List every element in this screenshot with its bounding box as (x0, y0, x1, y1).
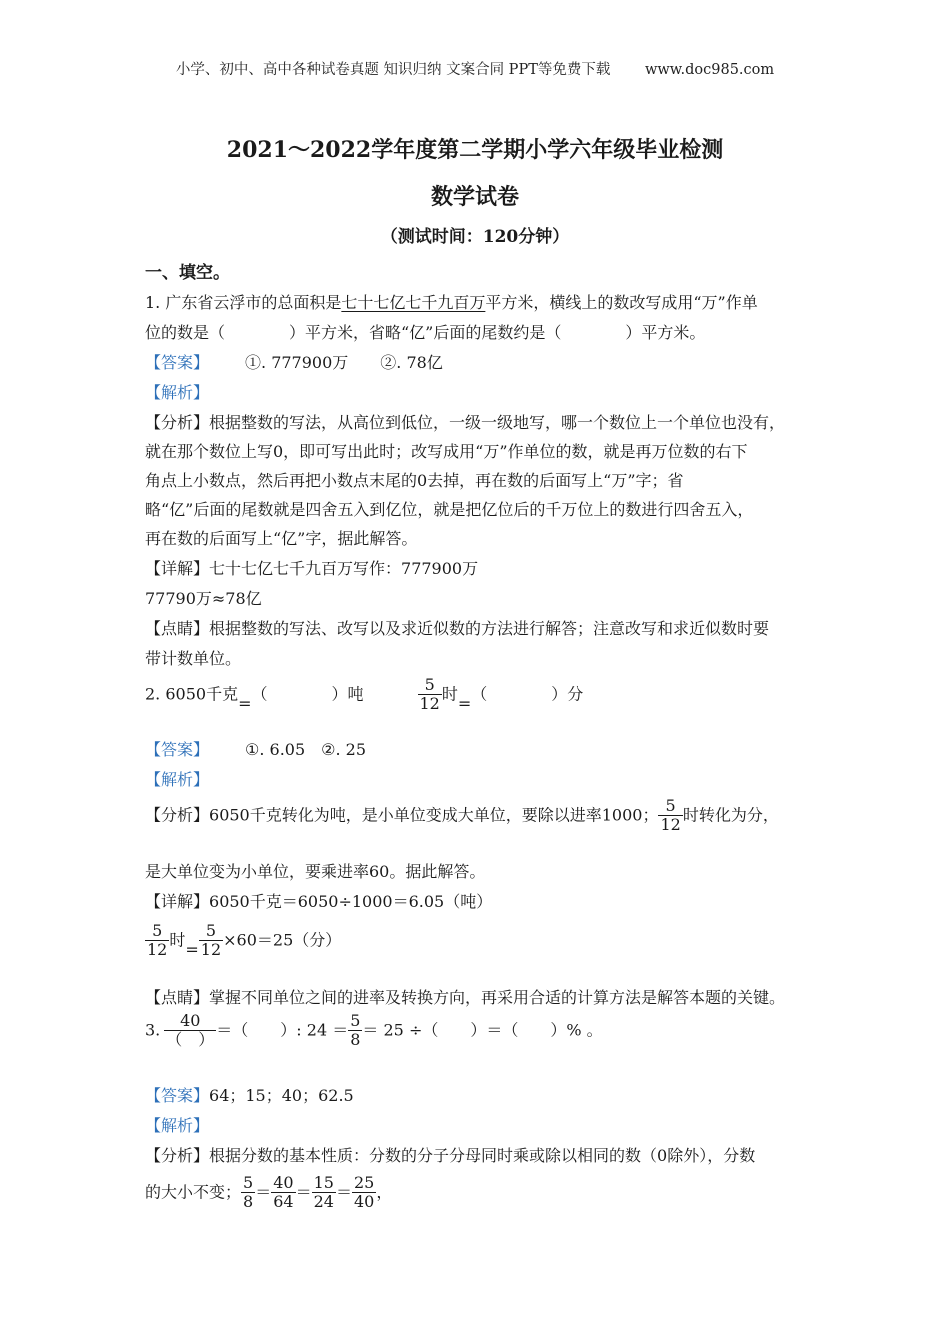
answer-tag: 【答案】 (145, 353, 210, 372)
q3-answer (145, 1083, 354, 1106)
q1-answer (145, 350, 443, 373)
q1-detail-text: 七十七亿七千九百万写作：777900万 (209, 559, 479, 578)
dianjing-tag: 【点睛】 (145, 619, 210, 638)
q3-fraction-40: $\frac{40}{( )}$ (166, 1011, 215, 1050)
q1-dianjing-text: 根据整数的写法、改写以及求近似数的方法进行解答；注意改写和求近似数时要 (209, 619, 770, 638)
q1-fenxi-2: 就在那个数位上写0，即可写出此时；改写成用“万”作单位的数，就是再万位数的右下 (145, 442, 748, 461)
detail-tag: 【详解】 (145, 892, 210, 911)
q2-dianjing-text: 掌握不同单位之间的进率及转换方向，再采用合适的计算方法是解答本题的关键。 (209, 988, 786, 1007)
exam-title: 2021～2022学年度第二学期小学六年级毕业检测 (226, 137, 724, 163)
q2-eq-2: = (457, 694, 472, 714)
q1-dianjing-1 (145, 616, 769, 639)
q1-fenxi-5: 再在数的后面写上“亿”字，据此解答。 (145, 529, 418, 548)
q1-detail-2: 77790万≈78亿 (145, 589, 262, 608)
exam-subject: 数学试卷 (430, 184, 519, 210)
q1-fenxi-text: 根据整数的写法，从高位到低位，一级一级地写，哪一个数位上一个单位也没有， (209, 413, 786, 432)
q1-underlined: 七十七亿七千九百万 (341, 293, 486, 312)
q2-line (145, 676, 583, 714)
exam-duration: （测试时间：120分钟） (380, 227, 570, 247)
q2-detail-text-a: 时 (169, 930, 186, 950)
answer-tag: 【答案】 (145, 740, 210, 759)
analysis-tag: 【解析】 (145, 383, 210, 402)
q2-fraction: $\frac{5}{12}$ (419, 675, 440, 714)
q2-eq-1: = (238, 694, 252, 714)
q2-detail-1 (145, 889, 492, 912)
q3-fenxi-1 (145, 1143, 755, 1166)
fenxi-tag: 【分析】 (145, 805, 210, 825)
q3-eq-b: ＝ (295, 1182, 312, 1202)
q3-fraction-5-8: $\frac{5}{8}$ (350, 1011, 361, 1050)
dianjing-tag: 【点睛】 (145, 988, 210, 1007)
q2-detail-text-b: ×60＝25（分） (223, 930, 342, 950)
q2-answer-value: ①. 6.05 ②. 25 (245, 740, 367, 759)
q2-fenxi-1 (145, 797, 779, 835)
detail-tag: 【详解】 (145, 559, 210, 578)
q2-detail-fraction-2: $\frac{5}{12}$ (200, 921, 222, 960)
q1-text-b: 平方米，横线上的数改写成用“万”作单 (485, 293, 758, 312)
q3-comma: ， (376, 1182, 393, 1202)
q1-fenxi-4: 略“亿”后面的尾数就是四舍五入到亿位，就是把亿位后的千万位上的数进行四舍五入， (145, 500, 754, 519)
q2-fenxi-2: 是大单位变为小单位，要乘进率60。据此解答。 (145, 862, 486, 881)
q3-frac-40-64: $\frac{40}{64}$ (273, 1173, 294, 1212)
fenxi-tag: 【分析】 (145, 1146, 210, 1165)
q3-eq-c: ＝ (335, 1182, 352, 1202)
q1-text-a: 1. 广东省云浮市的总面积是 (145, 293, 342, 312)
answer-tag: 【答案】 (145, 1086, 210, 1105)
header-text: 小学、初中、高中各种试卷真题 知识归纳 文案合同 PPT等免费下载 (175, 62, 611, 78)
q3-eq-text-1: ＝（ ）: 24 ＝ (216, 1020, 349, 1040)
q2-detail-fraction-1: $\frac{5}{12}$ (147, 921, 168, 960)
q1-answer-value: ①. 777900万 ②. 78亿 (245, 353, 443, 372)
q3-frac-5-8: $\frac{5}{8}$ (243, 1173, 254, 1212)
q2-dianjing (145, 985, 785, 1008)
section-heading: 一、填空。 (145, 263, 230, 283)
q1-line2: 位的数是（ ）平方米，省略“亿”后面的尾数约是（ ）平方米。 (145, 323, 706, 342)
q3-frac-25-40: $\frac{25}{40}$ (353, 1173, 375, 1212)
page-header (0, 58, 950, 79)
q2-detail-text: 6050千克＝6050÷1000＝6.05（吨） (209, 892, 493, 911)
q3-fenxi-text-2: 的大小不变； (145, 1182, 242, 1202)
q3-eq-a: ＝ (255, 1182, 272, 1202)
q2-answer (145, 737, 366, 760)
fenxi-tag: 【分析】 (145, 413, 210, 432)
q2-fenxi-fraction: $\frac{5}{12}$ (660, 796, 681, 835)
q1-line1 (145, 290, 758, 313)
analysis-tag: 【解析】 (145, 770, 210, 789)
q2-detail-eq: = (185, 940, 199, 960)
q2-text-a: 2. 6050千克 (145, 684, 239, 704)
q2-detail-2 (145, 922, 341, 960)
q3-fenxi-text: 根据分数的基本性质：分数的分子分母同时乘或除以相同的数（0除外），分数 (209, 1146, 756, 1165)
q1-detail-1 (145, 556, 478, 579)
q2-text-c: 时 (441, 684, 458, 704)
q3-fenxi-2 (145, 1174, 392, 1212)
q2-fenxi-text-a: 6050千克转化为吨，是小单位变成大单位，要除以进率1000； (209, 805, 659, 825)
q3-number: 3. (145, 1020, 161, 1040)
q3-line (145, 1012, 603, 1050)
q1-fenxi-3: 角点上小数点，然后再把小数点末尾的0去掉，再在数的后面写上“万”字；省 (145, 471, 684, 490)
q1-fenxi-1 (145, 410, 785, 433)
q3-answer-value: 64；15；40；62.5 (209, 1086, 354, 1105)
q3-eq-text-2: ＝ 25 ÷（ ）＝（ ）% 。 (362, 1020, 603, 1040)
header-site[interactable]: www.doc985.com (644, 62, 775, 78)
q2-fenxi-text-b: 时转化为分， (682, 805, 779, 825)
q2-text-b: （ ）吨 (251, 684, 364, 704)
q3-frac-15-24: $\frac{15}{24}$ (313, 1173, 334, 1212)
analysis-tag: 【解析】 (145, 1116, 210, 1135)
q2-text-d: （ ）分 (471, 684, 584, 704)
q1-dianjing-2: 带计数单位。 (145, 649, 242, 668)
